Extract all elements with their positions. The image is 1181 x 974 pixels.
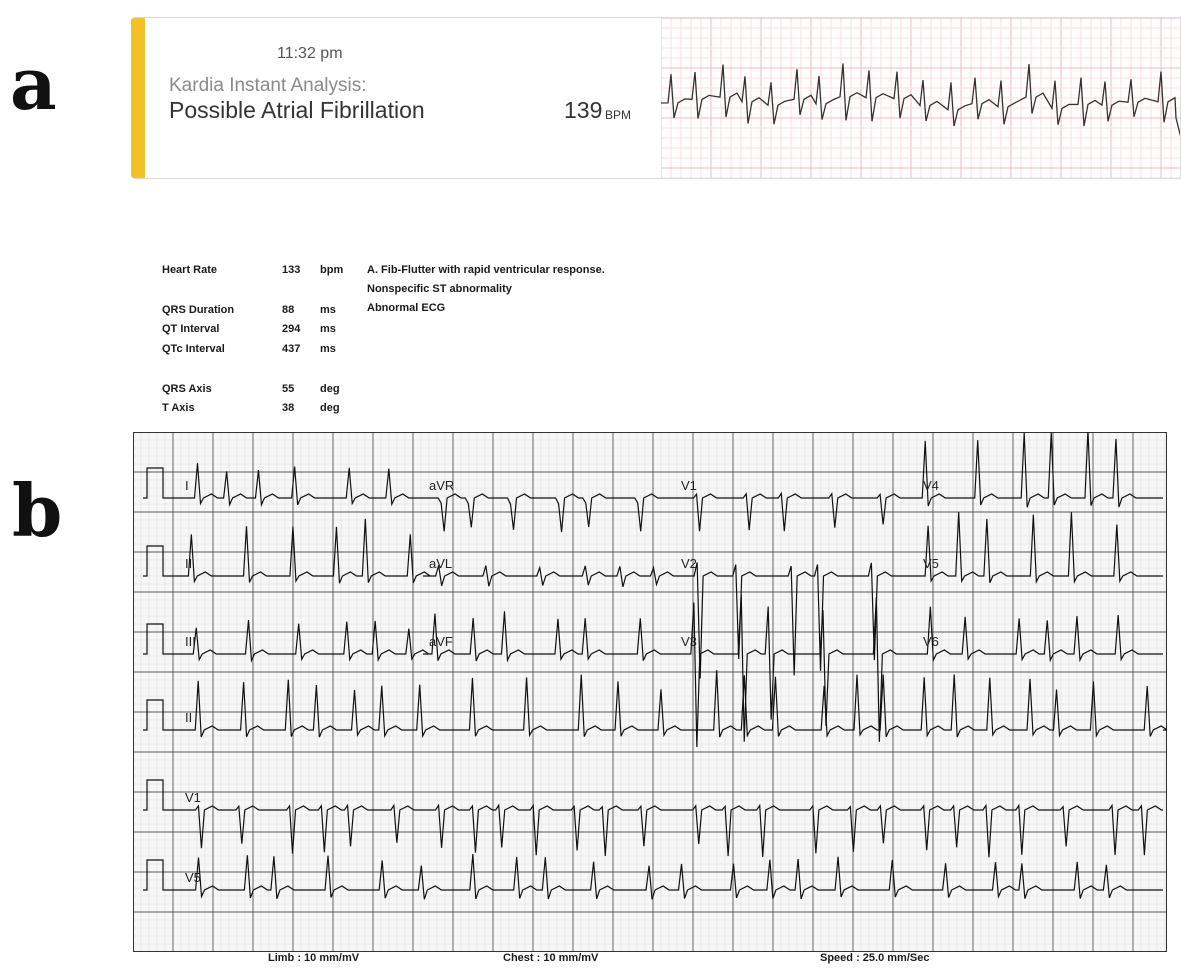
lead-label: V1 <box>185 790 201 805</box>
lead-label: V4 <box>923 478 939 493</box>
heart-rate-value: 139 <box>564 97 603 123</box>
lead-label: V3 <box>681 634 697 649</box>
measurement-unit: ms <box>320 343 336 355</box>
heart-rate-unit: BPM <box>605 108 632 122</box>
card-accent-bar <box>131 18 145 178</box>
kardia-result-card <box>131 17 1181 179</box>
measurement-unit: deg <box>320 383 340 395</box>
measurement-unit: ms <box>320 323 336 335</box>
lead-label: V5 <box>185 870 201 885</box>
ecg-strip-thumbnail <box>661 18 1181 179</box>
measurement-unit: deg <box>320 402 340 414</box>
lead-label: aVR <box>429 478 455 493</box>
measurement-value: 133 <box>282 264 301 276</box>
limb-gain: Limb : 10 mm/mV <box>268 952 360 964</box>
measurement-value: 294 <box>282 323 301 335</box>
lead-label: II <box>185 556 193 571</box>
measurement-label: QT Interval <box>162 323 220 335</box>
panel-label-a: a <box>10 41 57 126</box>
paper-speed: Speed : 25.0 mm/Sec <box>820 952 930 964</box>
lead-label: V5 <box>923 556 939 571</box>
measurement-label: QRS Duration <box>162 304 235 316</box>
panel-label-b: b <box>12 468 63 553</box>
lead-label: I <box>185 478 189 493</box>
recording-time: 11:32 pm <box>277 45 343 62</box>
lead-label: V2 <box>681 556 697 571</box>
lead-label: aVL <box>429 556 453 571</box>
interpretation-line: Abnormal ECG <box>367 302 446 314</box>
measurement-label: QTc Interval <box>162 343 225 355</box>
interpretation-line: Nonspecific ST abnormality <box>367 283 512 295</box>
analysis-result: Possible Atrial Fibrillation <box>169 97 425 123</box>
measurement-unit: ms <box>320 304 336 316</box>
measurement-label: Heart Rate <box>162 264 218 276</box>
twelve-lead-ecg-tracing <box>133 432 1167 952</box>
measurement-label: QRS Axis <box>162 383 212 395</box>
measurement-value: 55 <box>282 383 295 395</box>
lead-label: II <box>185 710 193 725</box>
measurement-value: 88 <box>282 304 295 316</box>
lead-label: V6 <box>923 634 939 649</box>
lead-label: aVF <box>429 634 453 649</box>
lead-label: III <box>185 634 196 649</box>
measurement-label: T Axis <box>162 402 195 414</box>
measurement-value: 38 <box>282 402 295 414</box>
analysis-title: Kardia Instant Analysis: <box>169 75 367 96</box>
lead-label: V1 <box>681 478 697 493</box>
interpretation-line: A. Fib-Flutter with rapid ventricular response. <box>367 264 605 276</box>
chest-gain: Chest : 10 mm/mV <box>503 952 599 964</box>
measurement-value: 437 <box>282 343 301 355</box>
measurement-unit: bpm <box>320 264 344 276</box>
